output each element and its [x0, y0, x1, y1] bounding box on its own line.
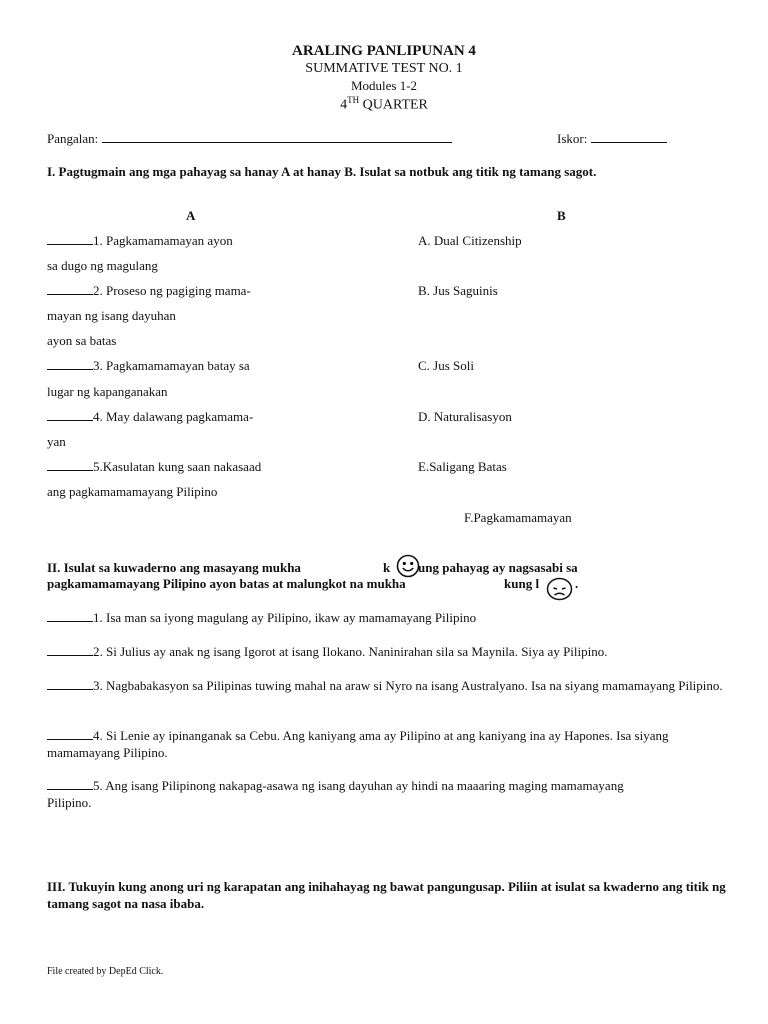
match-item-4: 4. May dalawang pagkamama-: [47, 409, 253, 425]
choice-a: A. Dual Citizenship: [418, 233, 522, 248]
part1-instruction: I. Pagtugmain ang mga pahayag sa hanay A at hanay B. Isulat sa notbuk ang titik ng tamang sagot.: [47, 164, 597, 179]
choice-e: E.Saligang Batas: [418, 459, 507, 474]
answer-blank[interactable]: [47, 243, 93, 245]
answer-blank[interactable]: [47, 469, 93, 471]
answer-blank[interactable]: [47, 788, 93, 790]
truefalse-item-3: 3. Nagbabakasyon sa Pilipinas tuwing mahal na araw si Nyro na isang Australyano. Isa na siyang mamamayang Pilipino.: [47, 677, 727, 694]
part3-instruction: III. Tukuyin kung anong uri ng karapatan ang inihahayag ng bawat pangungusap. Piliin at isulat sa kwaderno ang titik ng tamang sagot na nasa ibaba.: [47, 879, 726, 911]
column-b-heading: B: [557, 208, 566, 223]
truefalse-item-1: 1. Isa man sa iyong magulang ay Pilipino, ikaw ay mamamayang Pilipino: [47, 610, 476, 626]
score-blank[interactable]: [591, 129, 667, 143]
truefalse-item-5: 5. Ang isang Pilipinong nakapag-asawa ng isang dayuhan ay hindi na maaaring maging mamamayang Pilipino.: [47, 778, 624, 810]
choice-b: B. Jus Saguinis: [418, 283, 498, 298]
happy-face-icon: [396, 554, 420, 578]
truefalse-item-4: 4. Si Lenie ay ipinanganak sa Cebu. Ang kaniyang ama ay Pilipino at ang kaniyang ina ay Hapones. Isa siyang mamamayang Pilipino.: [47, 728, 669, 760]
choice-d: D. Naturalisasyon: [418, 409, 512, 424]
name-blank[interactable]: [102, 129, 452, 143]
footer-credit: File created by DepEd Click.: [47, 966, 164, 977]
choice-c: C. Jus Soli: [418, 358, 474, 373]
column-a-heading: A: [186, 208, 196, 223]
part2-instruction-period: .: [575, 576, 579, 591]
score-field[interactable]: [557, 129, 667, 147]
part2-instruction-k: k: [383, 560, 391, 575]
answer-blank[interactable]: [47, 368, 93, 370]
match-item-4-cont: yan: [47, 434, 66, 449]
part2-instruction-kung: kung l: [504, 576, 540, 591]
name-field[interactable]: [47, 129, 452, 147]
part2-instruction-line2: pagkamamamayang Pilipino ayon batas at malungkot na mukha: [47, 576, 406, 591]
score-label: Iskor:: [557, 131, 588, 146]
part2-instruction-line1-end: ung pahayag ay nagsasabi sa: [418, 560, 578, 575]
answer-blank[interactable]: [47, 620, 93, 622]
match-item-3: 3. Pagkamamamayan batay sa: [47, 358, 250, 374]
match-item-2-cont2: ayon sa batas: [47, 333, 117, 348]
match-item-1: 1. Pagkamamamayan ayon: [47, 233, 233, 249]
match-item-5-cont: ang pagkamamamayang Pilipino: [47, 484, 218, 499]
part2-instruction-line1: II. Isulat sa kuwaderno ang masayang mukha: [47, 560, 301, 575]
match-item-1-cont: sa dugo ng magulang: [47, 258, 158, 273]
subject-title: ARALING PANLIPUNAN 4: [292, 43, 476, 59]
choice-f: F.Pagkamamamayan: [464, 510, 572, 525]
answer-blank[interactable]: [47, 419, 93, 421]
answer-blank[interactable]: [47, 738, 93, 740]
match-item-2: 2. Proseso ng pagiging mama-: [47, 283, 251, 299]
quarter-number: 4: [340, 97, 348, 113]
answer-blank[interactable]: [47, 688, 93, 690]
modules-line: Modules 1-2: [350, 78, 418, 93]
name-label: Pangalan:: [47, 131, 99, 146]
match-item-5: 5.Kasulatan kung saan nakasaad: [47, 459, 261, 475]
test-title: SUMMATIVE TEST NO. 1: [305, 61, 463, 76]
match-item-3-cont: lugar ng kapanganakan: [47, 384, 168, 399]
quarter-superscript: TH: [347, 95, 360, 105]
quarter-word: QUARTER: [362, 97, 428, 113]
answer-blank[interactable]: [47, 654, 93, 656]
quarter-line: [0, 95, 768, 114]
match-item-2-cont: mayan ng isang dayuhan: [47, 308, 176, 323]
answer-blank[interactable]: [47, 293, 93, 295]
sad-face-icon: [546, 577, 573, 601]
truefalse-item-2: 2. Si Julius ay anak ng isang Igorot at isang Ilokano. Naninirahan sila sa Maynila. Siya ay Pilipino.: [47, 644, 608, 660]
